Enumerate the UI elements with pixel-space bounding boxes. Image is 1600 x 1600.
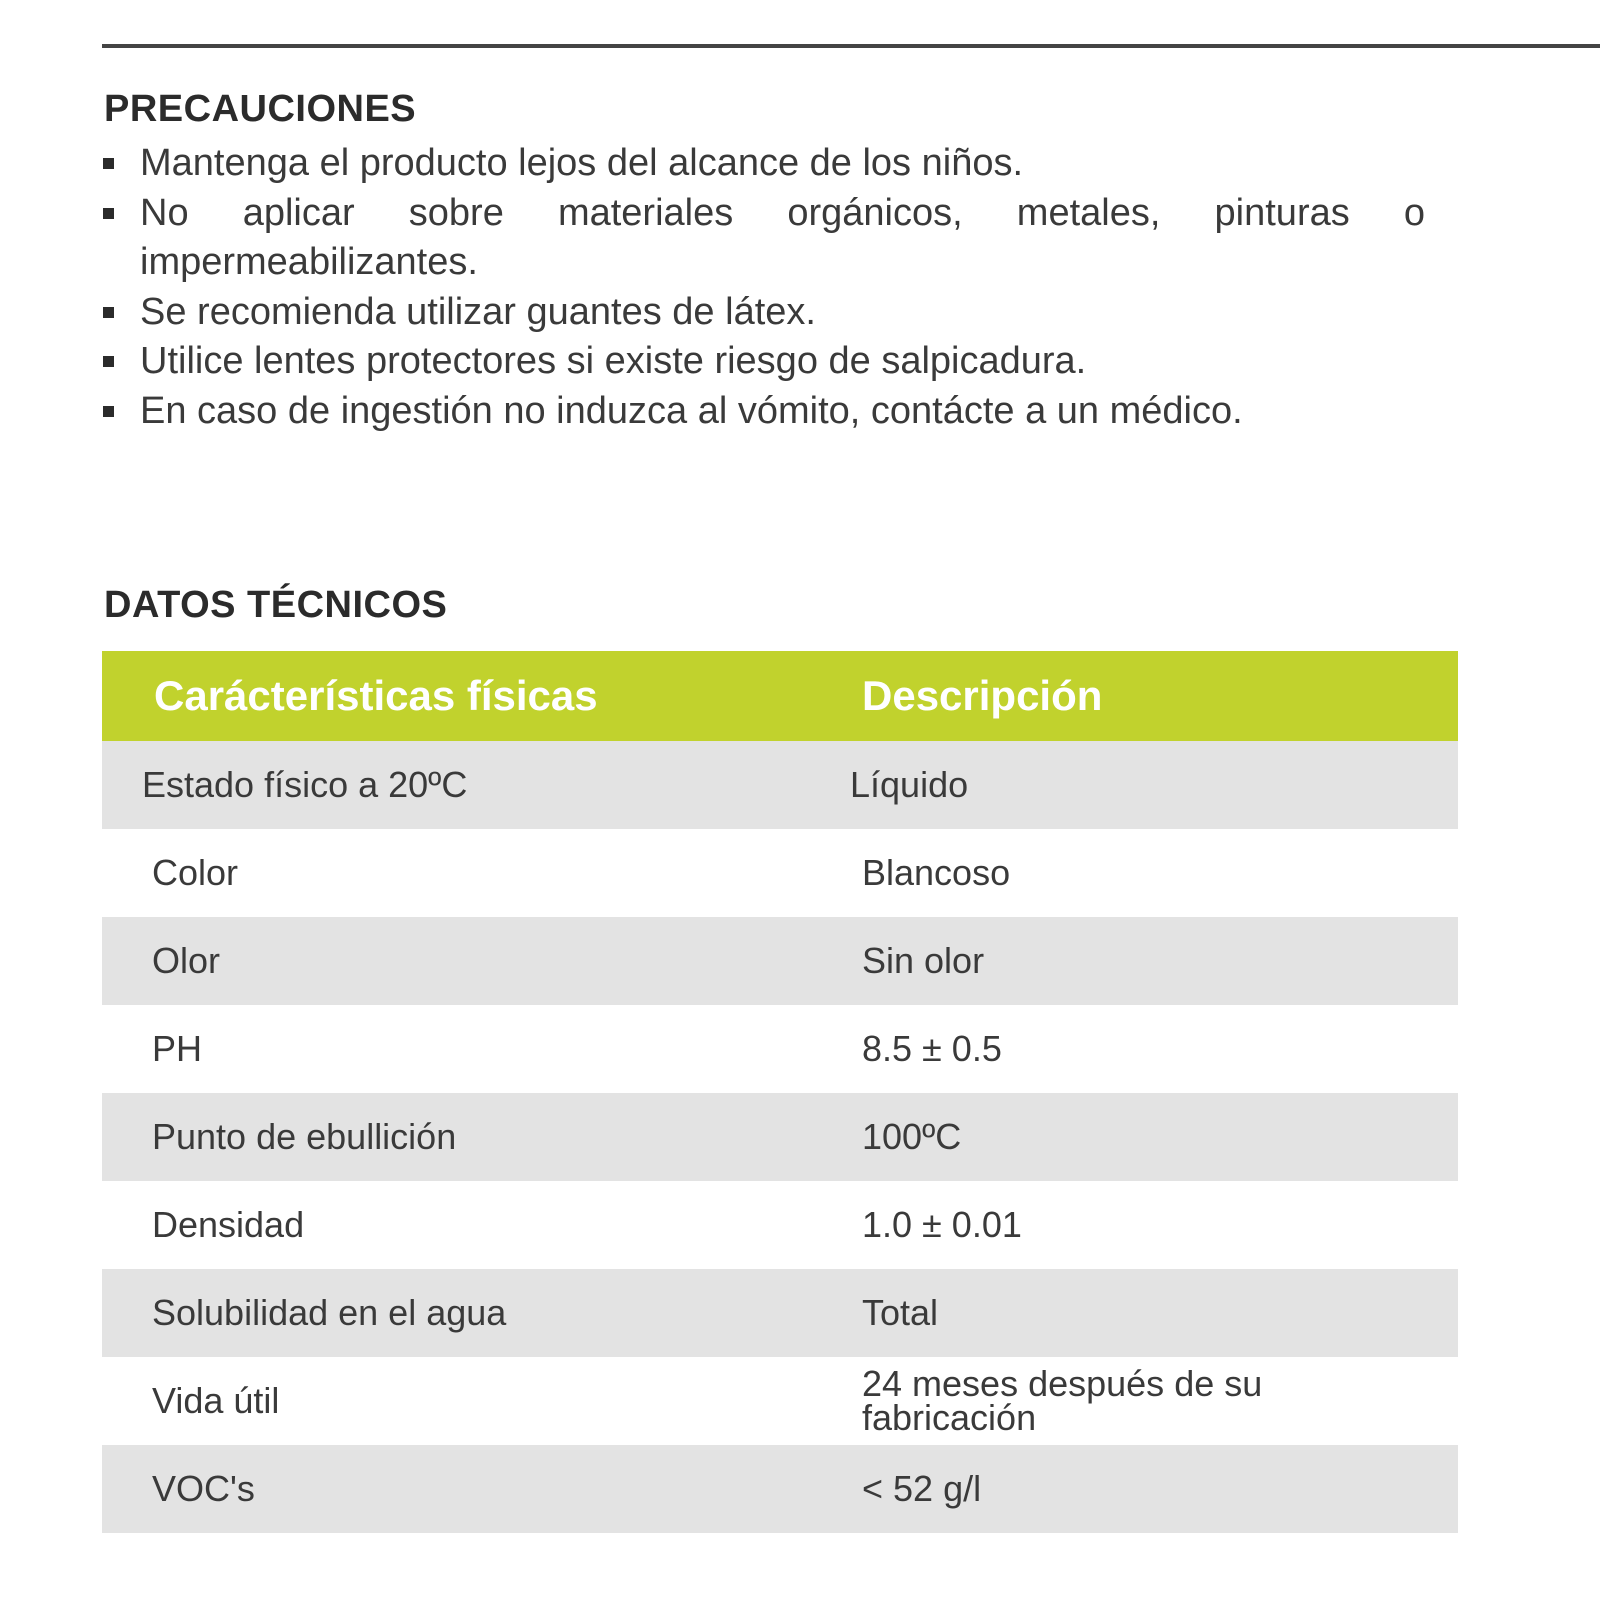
property-name: Olor — [102, 917, 862, 1005]
property-name: Vida útil — [102, 1357, 862, 1445]
property-name: Densidad — [102, 1181, 862, 1269]
property-name: Punto de ebullición — [102, 1093, 862, 1181]
precaution-text: No aplicar sobre materiales orgánicos, metales, pinturas o impermeabilizantes. — [140, 191, 1425, 283]
precaution-text: Se recomienda utilizar guantes de látex. — [140, 290, 816, 333]
precaution-item — [100, 288, 1425, 338]
property-value: 100ºC — [862, 1093, 1458, 1181]
square-bullet-icon — [103, 208, 114, 219]
precaution-text: Mantenga el producto lejos del alcance de los niños. — [140, 142, 1024, 184]
top-divider-rule — [102, 44, 1600, 48]
property-value: 8.5 ± 0.5 — [862, 1005, 1458, 1093]
square-bullet-icon — [103, 307, 114, 318]
table-row — [102, 1181, 1458, 1269]
table-row — [102, 829, 1458, 917]
table-row — [102, 1357, 1458, 1445]
square-bullet-icon — [103, 356, 114, 367]
property-value: < 52 g/l — [862, 1445, 1458, 1533]
table-row — [102, 741, 1458, 829]
column-header-caracteristicas: Carácterísticas físicas — [102, 651, 862, 741]
property-name: Color — [102, 829, 862, 917]
precaution-item — [100, 337, 1425, 387]
column-header-descripcion: Descripción — [862, 651, 1458, 741]
precaution-item — [100, 387, 1425, 437]
property-value-cell — [850, 741, 1458, 829]
precaution-text: En caso de ingestión no induzca al vómito, contácte a un médico. — [140, 389, 1243, 432]
table-row — [102, 1005, 1458, 1093]
table-row — [102, 1269, 1458, 1357]
table-row — [102, 1093, 1458, 1181]
property-name: Solubilidad en el agua — [102, 1269, 862, 1357]
precaution-text: Utilice lentes protectores si existe riesgo de salpicadura. — [140, 340, 1087, 382]
property-name: Estado físico a 20ºC — [102, 741, 862, 829]
precaution-item — [100, 189, 1425, 288]
square-bullet-icon — [103, 406, 114, 417]
property-value: Líquido — [850, 764, 969, 805]
property-value: Sin olor — [862, 917, 1458, 1005]
datos-tecnicos-title: DATOS TÉCNICOS — [104, 584, 448, 626]
table-row — [102, 917, 1458, 1005]
precauciones-title: PRECAUCIONES — [104, 88, 417, 130]
table-header-row — [102, 651, 1458, 741]
square-bullet-icon — [103, 158, 114, 169]
property-name: PH — [102, 1005, 862, 1093]
property-value: 1.0 ± 0.01 — [862, 1181, 1458, 1269]
technical-data-table — [102, 651, 1458, 1533]
property-name: VOC's — [102, 1445, 862, 1533]
table-row — [102, 1445, 1458, 1533]
precaution-item — [100, 139, 1425, 189]
precauciones-list — [100, 139, 1460, 436]
property-value: 24 meses después de su fabricación — [862, 1357, 1458, 1445]
property-value: Total — [862, 1269, 1458, 1357]
property-value: Blancoso — [862, 829, 1458, 917]
